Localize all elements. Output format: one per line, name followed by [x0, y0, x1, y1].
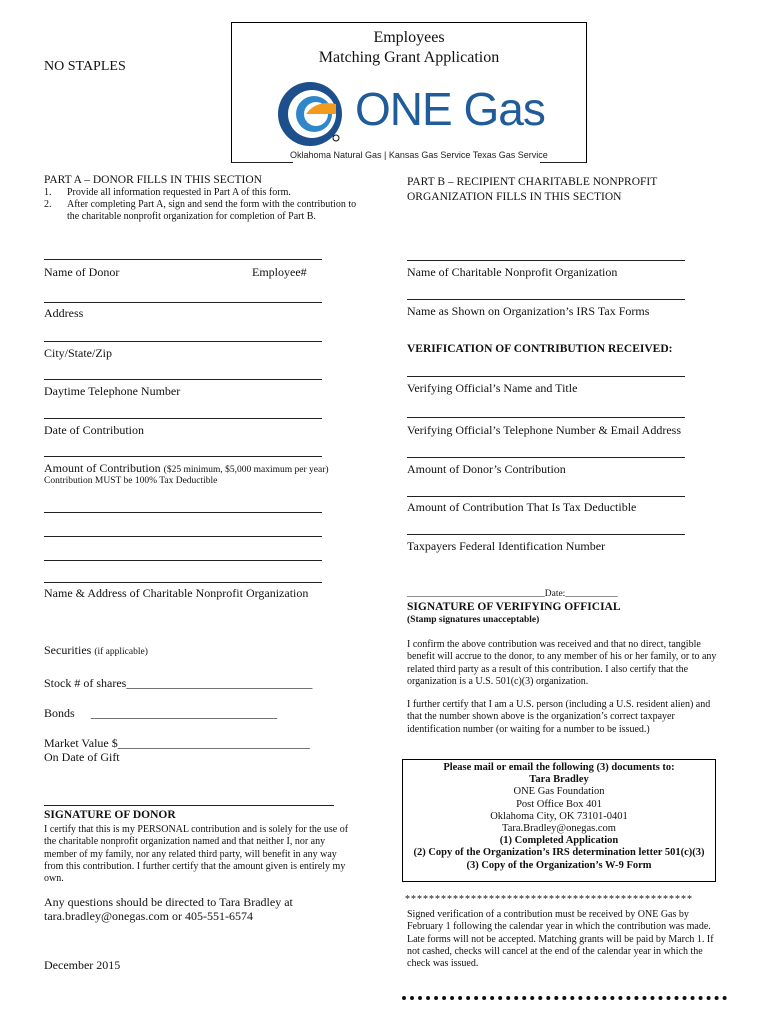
- questions-line-1: Any questions should be directed to Tara Bradley at: [44, 895, 293, 909]
- official-signature-date-field[interactable]: _____________________________Date:___________: [407, 589, 618, 599]
- org-address-line-1[interactable]: [44, 512, 322, 513]
- confirm-line-3: related third party as a result of this contribution. I also certify that the: [407, 663, 689, 675]
- part-b-heading-rest: – RECIPIENT CHARITABLE NONPROFIT: [445, 176, 658, 188]
- signed-note-line-4: not cashed, checks will cancel at the end of the calendar year in which the: [407, 945, 703, 957]
- bonds-field[interactable]: _______________________________: [91, 706, 277, 720]
- further-line-1: I further certify that I am a U.S. person (including a U.S. resident alien) and: [407, 699, 711, 710]
- on-date-of-gift-label: On Date of Gift: [44, 750, 120, 764]
- mail-doc-2: (2) Copy of the Organization’s IRS determination letter 501(c)(3): [413, 847, 705, 859]
- irs-name-field[interactable]: [407, 299, 685, 300]
- mail-city: Oklahoma City, OK 73101-0401: [490, 810, 628, 822]
- donor-name-label: Name of Donor: [44, 265, 120, 279]
- donor-name-field[interactable]: [44, 259, 322, 260]
- mail-doc-3: (3) Copy of the Organization’s W-9 Form: [466, 859, 652, 871]
- form-title-line2: Matching Grant Application: [318, 49, 500, 66]
- instruction-2b: the charitable nonprofit organization for completion of Part B.: [67, 211, 316, 222]
- stock-shares-field[interactable]: Stock # of shares_______________________________: [44, 676, 313, 690]
- federal-id-field[interactable]: [407, 534, 685, 535]
- certify-line-5: own.: [44, 873, 64, 885]
- amount-limits-note: ($25 minimum, $5,000 maximum per year): [163, 465, 329, 475]
- certify-line-3: member of my family, nor any related third party, will benefit in any way: [44, 848, 337, 860]
- signed-note-line-2: February 1 following the calendar year in which the contribution was made.: [407, 921, 711, 933]
- part-a-heading: [44, 174, 262, 186]
- org-address-line-3[interactable]: [44, 560, 322, 561]
- employee-number-label: Employee#: [252, 265, 307, 279]
- city-state-zip-label: City/State/Zip: [44, 346, 112, 360]
- signed-note-line-5: check was issued.: [407, 958, 479, 970]
- official-name-field[interactable]: [407, 376, 685, 377]
- instruction-1: Provide all information requested in Part A of this form.: [67, 187, 291, 198]
- mail-doc-1: (1) Completed Application: [499, 835, 619, 847]
- part-b-heading: [407, 176, 657, 188]
- amount-of-contribution-field[interactable]: [44, 456, 322, 457]
- donor-signature-field[interactable]: [44, 805, 334, 806]
- logo-wordmark: ONE Gas: [355, 83, 545, 135]
- confirm-line-1: I confirm the above contribution was received and that no direct, tangible: [407, 639, 701, 650]
- date-of-contribution-label: Date of Contribution: [44, 423, 144, 437]
- official-name-label: Verifying Official’s Name and Title: [407, 381, 578, 395]
- bonds-label: Bonds: [44, 706, 75, 720]
- market-value-field[interactable]: Market Value $________________________________: [44, 736, 310, 750]
- form-title-line1: Employees: [373, 29, 445, 46]
- deductible-amount-label: Amount of Contribution That Is Tax Deductible: [407, 500, 637, 514]
- no-staples-note: NO STAPLES: [44, 59, 126, 74]
- securities-note: (if applicable): [94, 647, 148, 657]
- signed-note-line-1: Signed verification of a contribution must be received by ONE Gas by: [407, 909, 689, 920]
- federal-id-label: Taxpayers Federal Identification Number: [407, 539, 606, 553]
- org-name-field[interactable]: [407, 260, 685, 261]
- address-field[interactable]: [44, 302, 322, 303]
- irs-name-label: Name as Shown on Organization’s IRS Tax Forms: [407, 304, 650, 318]
- instruction-2a: After completing Part A, sign and send the form with the contribution to: [67, 199, 357, 210]
- verification-heading: VERIFICATION OF CONTRIBUTION RECEIVED:: [407, 343, 673, 355]
- tax-deductible-note: Contribution MUST be 100% Tax Deductible: [44, 476, 218, 486]
- star-divider: ************************************************: [405, 894, 693, 905]
- securities-label: [44, 643, 148, 658]
- daytime-phone-field[interactable]: [44, 379, 322, 380]
- official-phone-email-label: Verifying Official’s Telephone Number & Email Address: [407, 423, 681, 437]
- mail-email[interactable]: Tara.Bradley@onegas.com: [502, 823, 616, 835]
- amount-of-contribution-label: [44, 461, 329, 476]
- org-name-label: Name of Charitable Nonprofit Organization: [407, 265, 618, 279]
- form-date: December 2015: [44, 958, 121, 972]
- donor-contribution-amount-label: Amount of Donor’s Contribution: [407, 462, 566, 476]
- stamp-note: (Stamp signatures unacceptable): [407, 615, 540, 625]
- instruction-1-number: 1.: [44, 187, 52, 198]
- confirm-line-2: benefit will accrue to the donor, to any member of his or her family, or to any: [407, 651, 717, 663]
- further-line-3: identification number (or waiting for a number to be issued.): [407, 723, 650, 735]
- official-phone-email-field[interactable]: [407, 417, 685, 418]
- part-a-heading-rest: – DONOR FILLS IN THIS SECTION: [81, 174, 262, 186]
- header-box-bottom-left: [231, 162, 293, 163]
- part-b-label: PART B: [407, 176, 445, 188]
- official-signature-heading: SIGNATURE OF VERIFYING OFFICIAL: [407, 601, 621, 613]
- mail-po-box: Post Office Box 401: [516, 798, 602, 810]
- mailing-instructions-box: [402, 759, 716, 882]
- mail-recipient-name: Tara Bradley: [529, 774, 589, 786]
- address-label: Address: [44, 306, 84, 320]
- questions-line-2: tara.bradley@onegas.com or 405-551-6574: [44, 909, 253, 923]
- header-box-bottom-right: [540, 162, 586, 163]
- certify-line-2: the charitable nonprofit organization named and that neither I, nor any: [44, 836, 326, 848]
- daytime-phone-label: Daytime Telephone Number: [44, 384, 181, 398]
- one-gas-logo-icon: [276, 80, 344, 148]
- donor-certification: [44, 824, 364, 885]
- org-name-address-label: Name & Address of Charitable Nonprofit Organization: [44, 586, 309, 600]
- further-line-2: that the number shown above is the organization’s correct taxpayer: [407, 711, 675, 723]
- org-address-line-2[interactable]: [44, 536, 322, 537]
- deductible-amount-field[interactable]: [407, 496, 685, 497]
- mail-heading: Please mail or email the following (3) documents to:: [443, 762, 675, 773]
- official-further-certification: [407, 699, 727, 736]
- logo-subtitle: Oklahoma Natural Gas | Kansas Gas Service Texas Gas Service: [290, 150, 548, 160]
- confirm-line-4: organization is a U.S. 501(c)(3) organization.: [407, 675, 589, 687]
- securities-text: Securities: [44, 643, 92, 657]
- certify-line-1: I certify that this is my PERSONAL contribution and is solely for the use of: [44, 824, 349, 835]
- org-address-line-4[interactable]: [44, 582, 322, 583]
- part-a-label: PART A: [44, 174, 82, 186]
- instruction-2-number: 2.: [44, 199, 52, 210]
- donor-signature-heading: SIGNATURE OF DONOR: [44, 809, 176, 821]
- dotted-divider: [402, 996, 727, 1003]
- amount-label: Amount of Contribution: [44, 461, 161, 475]
- date-of-contribution-field[interactable]: [44, 418, 322, 419]
- donor-contribution-amount-field[interactable]: [407, 457, 685, 458]
- official-confirmation: [407, 639, 727, 688]
- part-b-heading-line2: ORGANIZATION FILLS IN THIS SECTION: [407, 191, 622, 203]
- signed-note-line-3: Late forms will not be accepted. Matching grants will be paid by March 1. If: [407, 933, 714, 945]
- mail-org: ONE Gas Foundation: [513, 786, 605, 798]
- certify-line-4: from this contribution. I further certify that the amount given is entirely my: [44, 860, 346, 872]
- signed-verification-note: [407, 909, 727, 970]
- city-state-zip-field[interactable]: [44, 341, 322, 342]
